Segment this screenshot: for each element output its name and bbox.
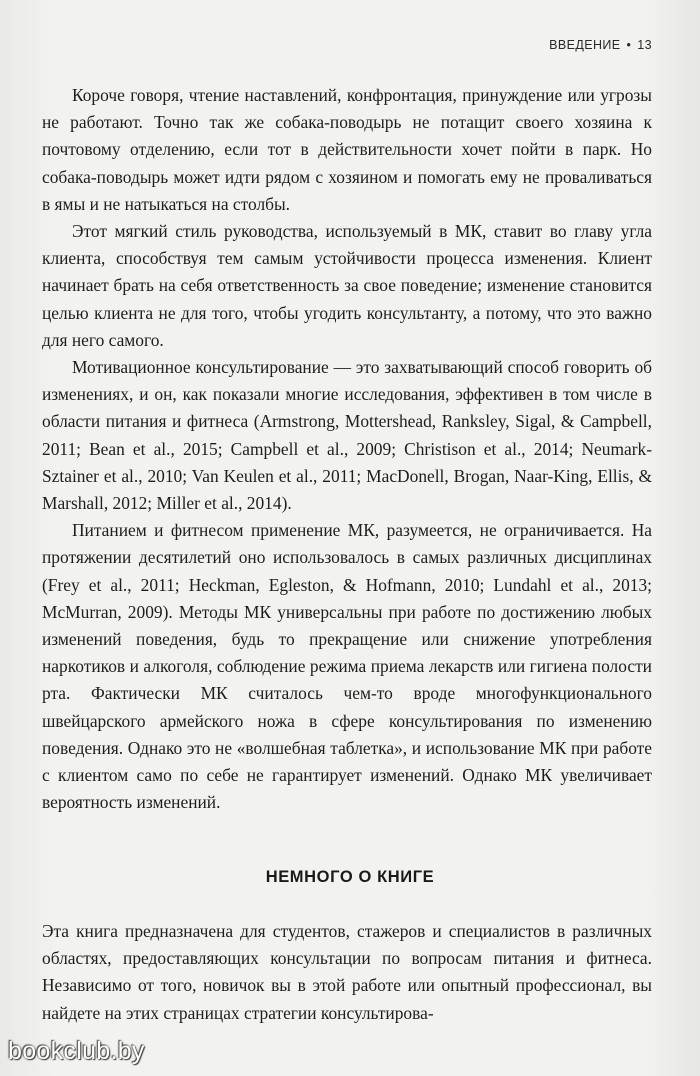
intro-text-block [42, 82, 652, 816]
paragraph-soft-style: Этот мягкий стиль руководства, используемый в МК, ставит во главу угла клиента, способствуя тем самым устойчивости процесса изменения. Клиент начинает брать на себя ответственность за свое поведение; изменение становится целью клиента не для того, чтобы угодить консультанту, а потому, что это важно для него самого. [42, 221, 652, 350]
running-head-section: ВВЕДЕНИЕ [549, 38, 621, 52]
paragraph-guide-dog: Короче говоря, чтение наставлений, конфронтация, принуждение или угрозы не работают. Точно так же собака-поводырь не потащит своего хозяина к почтовому отделению, если тот в действительности хочет пойти в парк. Но собака-поводырь может идти рядом с хозяином и помогать ему не проваливаться в ямы и не натыкаться на столбы. [42, 85, 652, 214]
watermark: bookclub.by [8, 1037, 145, 1065]
section-heading: НЕМНОГО О КНИГЕ [265, 868, 435, 886]
paragraph-about-book: Эта книга предназначена для студентов, стажеров и специалистов в различных областях, предоставляющих консультации по вопросам питания и фитнеса. Независимо от того, новичок вы в этой работе или опытный профессионал, вы найдете на этих страницах стратегии консультирова- [42, 921, 652, 1023]
paragraph-mi-research: Мотивационное консультирование — это захватывающий способ говорить об изменениях, и он, как показали многие исследования, эффективен в том числе в области питания и фитнеса (Armstrong, Mottershead, Ranksley, Sigal, & Campbell, 2011; Bean et al., 2015; Campbell et al., 2009; Christison et al., 2014; Neumark-Sztainer et al., 2010; Van Keulen et al., 2011; MacDonell, Brogan, Naar-King, Ellis, & Marshall, 2012; Miller et al., 2014). [42, 357, 652, 514]
section-text-block [42, 918, 652, 1027]
running-head-bullet: • [626, 38, 632, 52]
running-head [549, 38, 652, 52]
paragraph-mi-applications: Питанием и фитнесом применение МК, разумеется, не ограничивается. На протяжении десятилетий оно использовалось в самых различных дисциплинах (Frey et al., 2011; Heckman, Egleston, & Hofmann, 2010; Lundahl et al., 2013; McMurran, 2009). Методы МК универсальны при работе по достижению любых изменений поведения, будь то прекращение или снижение употребления наркотиков и алкоголя, соблюдение режима приема лекарств или гигиена полости рта. Фактически МК считалось чем-то вроде многофункционального швейцарского армейского ножа в сфере консультирования по изменению поведения. Однако это не «волшебная таблетка», и использование МК при работе с клиентом само по себе не гарантирует изменений. Однако МК увеличивает вероятность изменений. [42, 520, 652, 813]
page-number: 13 [637, 38, 652, 52]
